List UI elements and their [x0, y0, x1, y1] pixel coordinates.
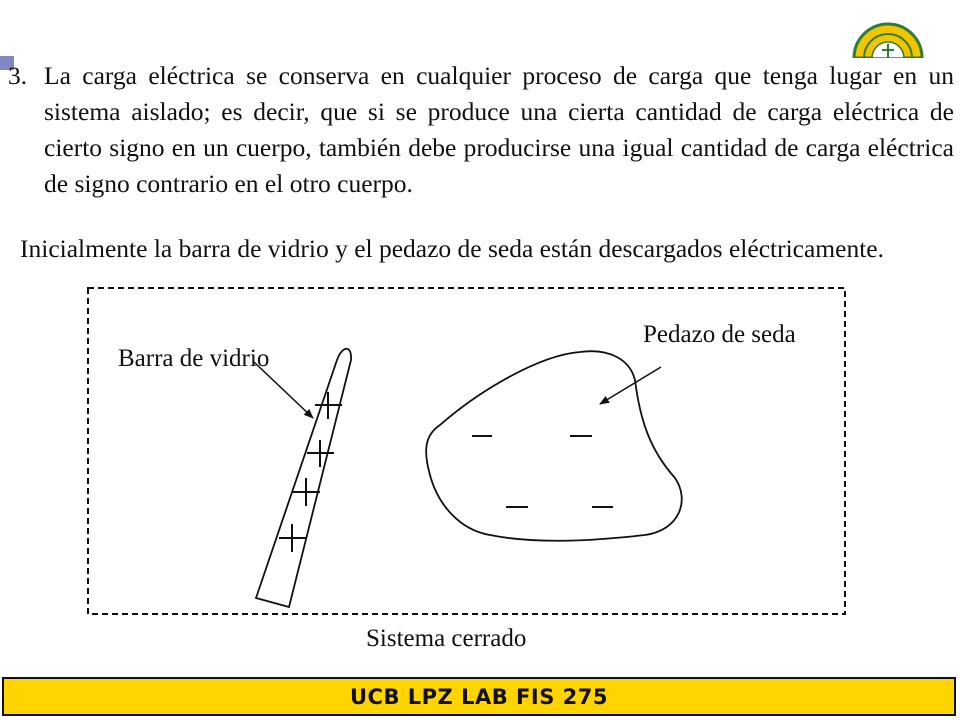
silk-label-arrow — [600, 367, 661, 404]
footer-banner — [2, 677, 956, 716]
glass-rod — [256, 349, 351, 607]
intro-sentence: Inicialmente la barra de vidrio y el pedazo de seda están descargados eléctricamente. — [20, 234, 884, 263]
silk-label: Pedazo de seda — [643, 321, 796, 348]
point-text: La carga eléctrica se conserva en cualquier proceso de carga que tenga lugar en un sistema aislado; es decir, que si se produce una cierta cantidad de carga eléctrica de cierto signo en un cuerpo, también debe producirse una igual cantidad de carga eléctrica de signo contrario en el otro cuerpo. — [44, 61, 954, 198]
system-label: Sistema cerrado — [366, 625, 527, 652]
point-number: 3. — [8, 61, 28, 90]
silk-piece — [426, 351, 682, 541]
positive-charge-4 — [279, 524, 306, 552]
silk-charges — [472, 436, 613, 507]
footer-text: UCB LPZ LAB FIS 275 — [350, 684, 608, 709]
rod-label: Barra de vidrio — [118, 345, 270, 372]
